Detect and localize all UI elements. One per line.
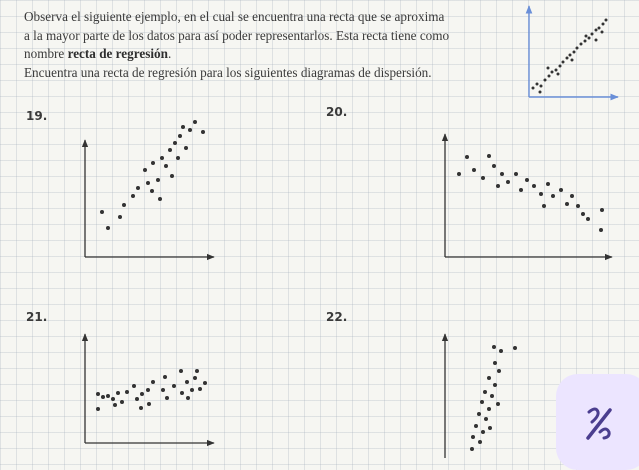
scatter-dot bbox=[470, 447, 474, 451]
scatter-dot bbox=[492, 345, 496, 349]
scatter-dot bbox=[113, 403, 117, 407]
instructions-line-3-suffix: . bbox=[167, 46, 172, 61]
scatter-dot bbox=[500, 172, 504, 176]
scatter-dot bbox=[551, 71, 554, 74]
scatter-dot bbox=[143, 168, 147, 172]
scatter-dot bbox=[487, 376, 491, 380]
scatter-dot bbox=[135, 397, 139, 401]
scatter-dot bbox=[118, 215, 122, 219]
exercise-22-label: 22. bbox=[326, 310, 348, 324]
scatter-dot bbox=[178, 134, 182, 138]
exercise-21-label: 21. bbox=[26, 310, 48, 324]
scatter-dot bbox=[571, 59, 574, 62]
scatter-dot bbox=[150, 189, 154, 193]
scatter-dot bbox=[132, 384, 136, 388]
scatter-dot bbox=[474, 424, 478, 428]
scatter-dot bbox=[551, 194, 555, 198]
scatter-dot bbox=[472, 168, 476, 172]
scatter-dot bbox=[513, 346, 517, 350]
scatter-dot bbox=[492, 164, 496, 168]
scatter-dot bbox=[481, 176, 485, 180]
scatter-dot bbox=[125, 390, 129, 394]
scatter-dot bbox=[487, 154, 491, 158]
scatter-dot bbox=[120, 400, 124, 404]
scatter-dot bbox=[168, 148, 172, 152]
scatter-dot bbox=[497, 369, 501, 373]
scatter-dot bbox=[160, 156, 164, 160]
scatter-dot bbox=[156, 178, 160, 182]
scatter-dot bbox=[478, 440, 482, 444]
scatter-dot bbox=[493, 383, 497, 387]
scatter-dot bbox=[184, 146, 188, 150]
scatter-dot bbox=[591, 33, 594, 36]
scatter-dot bbox=[595, 29, 598, 32]
scatter-dot bbox=[546, 182, 550, 186]
scatter-dot bbox=[457, 172, 461, 176]
scatter-dot bbox=[158, 197, 162, 201]
scatter-dot bbox=[493, 361, 497, 365]
scatter-dot bbox=[116, 391, 120, 395]
scatter-dot bbox=[186, 396, 190, 400]
scatter-dot bbox=[539, 192, 543, 196]
scatter-plot-19 bbox=[85, 120, 214, 257]
scatter-dot bbox=[602, 23, 605, 26]
scatter-dot bbox=[146, 181, 150, 185]
scatter-dot bbox=[565, 202, 569, 206]
instructions-line-2: a la mayor parte de los datos para así poder representarlos. Esta recta tiene como bbox=[24, 27, 450, 43]
scatter-dot bbox=[488, 426, 492, 430]
scatter-dot bbox=[111, 397, 115, 401]
scatter-dot bbox=[147, 402, 151, 406]
scatter-dot bbox=[547, 67, 550, 70]
scatter-dot bbox=[100, 210, 104, 214]
exercise-19-label: 19. bbox=[26, 109, 48, 123]
scatter-dot bbox=[544, 79, 547, 82]
scatter-dot bbox=[131, 194, 135, 198]
scatter-dot bbox=[499, 349, 503, 353]
scatter-dot bbox=[172, 384, 176, 388]
scatter-dot bbox=[548, 75, 551, 78]
scatter-plot-20 bbox=[445, 134, 612, 257]
scatter-dot bbox=[595, 39, 598, 42]
scatter-dot bbox=[181, 125, 185, 129]
scatter-dot bbox=[480, 400, 484, 404]
scatter-dot bbox=[140, 392, 144, 396]
instructions-line-1: Observa el siguiente ejemplo, en el cual se encuentra una recta que se aproxima bbox=[24, 9, 445, 24]
scatter-dot bbox=[576, 204, 580, 208]
scatter-dot bbox=[581, 212, 585, 216]
scatter-dot bbox=[600, 208, 604, 212]
scatter-dot bbox=[559, 65, 562, 68]
scatter-dot bbox=[179, 369, 183, 373]
scatter-dot bbox=[585, 35, 588, 38]
scatter-dot bbox=[122, 203, 126, 207]
scatter-dot bbox=[190, 388, 194, 392]
scatter-dot bbox=[201, 130, 205, 134]
scatter-dot bbox=[601, 31, 604, 34]
scatter-dot bbox=[532, 184, 536, 188]
scatter-plot-22 bbox=[445, 334, 517, 458]
scatter-dot bbox=[496, 402, 500, 406]
scatter-dot bbox=[576, 47, 579, 50]
scatter-dot bbox=[481, 430, 485, 434]
scatter-dot bbox=[170, 174, 174, 178]
scatter-dot bbox=[136, 186, 140, 190]
floating-action-button[interactable] bbox=[556, 374, 639, 470]
scatter-dot bbox=[139, 406, 143, 410]
scatter-dot bbox=[173, 141, 177, 145]
term-recta-de-regresion: recta de regresión bbox=[67, 46, 168, 61]
scatter-dot bbox=[193, 120, 197, 124]
scatter-dot bbox=[483, 390, 487, 394]
scatter-dot bbox=[465, 155, 469, 159]
scatter-dot bbox=[490, 394, 494, 398]
scatter-dot bbox=[573, 51, 576, 54]
scatter-dot bbox=[542, 204, 546, 208]
scatter-plot-21 bbox=[85, 334, 214, 443]
scatter-dot bbox=[180, 391, 184, 395]
scatter-dot bbox=[580, 43, 583, 46]
instructions-line-4: Encuentra una recta de regresión para los siguientes diagramas de dispersión. bbox=[24, 64, 432, 80]
scatter-dot bbox=[193, 376, 197, 380]
scatter-dot bbox=[566, 57, 569, 60]
scatter-dot bbox=[477, 412, 481, 416]
scatter-dot bbox=[101, 395, 105, 399]
scatter-dot bbox=[514, 172, 518, 176]
scatter-dot bbox=[506, 180, 510, 184]
scatter-dot bbox=[519, 188, 523, 192]
scatter-dot bbox=[164, 164, 168, 168]
example-scatter-plot bbox=[529, 6, 618, 97]
scatter-dot bbox=[487, 407, 491, 411]
scatter-dot bbox=[106, 226, 110, 230]
scatter-dot bbox=[539, 91, 542, 94]
scatter-dot bbox=[555, 69, 558, 72]
scatter-dot bbox=[195, 369, 199, 373]
scatter-dot bbox=[598, 27, 601, 30]
scatter-dot bbox=[584, 40, 587, 43]
exercise-20-label: 20. bbox=[326, 105, 348, 119]
scatter-dot bbox=[146, 388, 150, 392]
scatter-dot bbox=[165, 396, 169, 400]
scatter-dot bbox=[570, 194, 574, 198]
scatter-dot bbox=[559, 188, 563, 192]
pen-slash-icon bbox=[582, 404, 616, 442]
scatter-dot bbox=[605, 19, 608, 22]
scatter-dot bbox=[588, 37, 591, 40]
scatter-dot bbox=[569, 54, 572, 57]
scatter-dot bbox=[484, 417, 488, 421]
scatter-dot bbox=[496, 184, 500, 188]
scatter-dot bbox=[536, 83, 539, 86]
scatter-dot bbox=[163, 375, 167, 379]
scatter-dot bbox=[188, 128, 192, 132]
scatter-dot bbox=[151, 161, 155, 165]
instructions-line-3-prefix: nombre bbox=[24, 46, 68, 61]
scatter-dot bbox=[151, 380, 155, 384]
scatter-dot bbox=[96, 407, 100, 411]
scatter-dot bbox=[185, 380, 189, 384]
scatter-dot bbox=[562, 61, 565, 64]
scatter-dot bbox=[586, 217, 590, 221]
scatter-dot bbox=[161, 388, 165, 392]
scatter-dot bbox=[96, 392, 100, 396]
scatter-dot bbox=[203, 381, 207, 385]
scatter-dot bbox=[557, 73, 560, 76]
scatter-dot bbox=[599, 228, 603, 232]
scatter-dot bbox=[471, 435, 475, 439]
scatter-dot bbox=[532, 87, 535, 90]
scatter-dot bbox=[176, 156, 180, 160]
scatter-dot bbox=[198, 387, 202, 391]
scatter-dot bbox=[540, 85, 543, 88]
scatter-dot bbox=[106, 394, 110, 398]
scatter-dot bbox=[525, 178, 529, 182]
